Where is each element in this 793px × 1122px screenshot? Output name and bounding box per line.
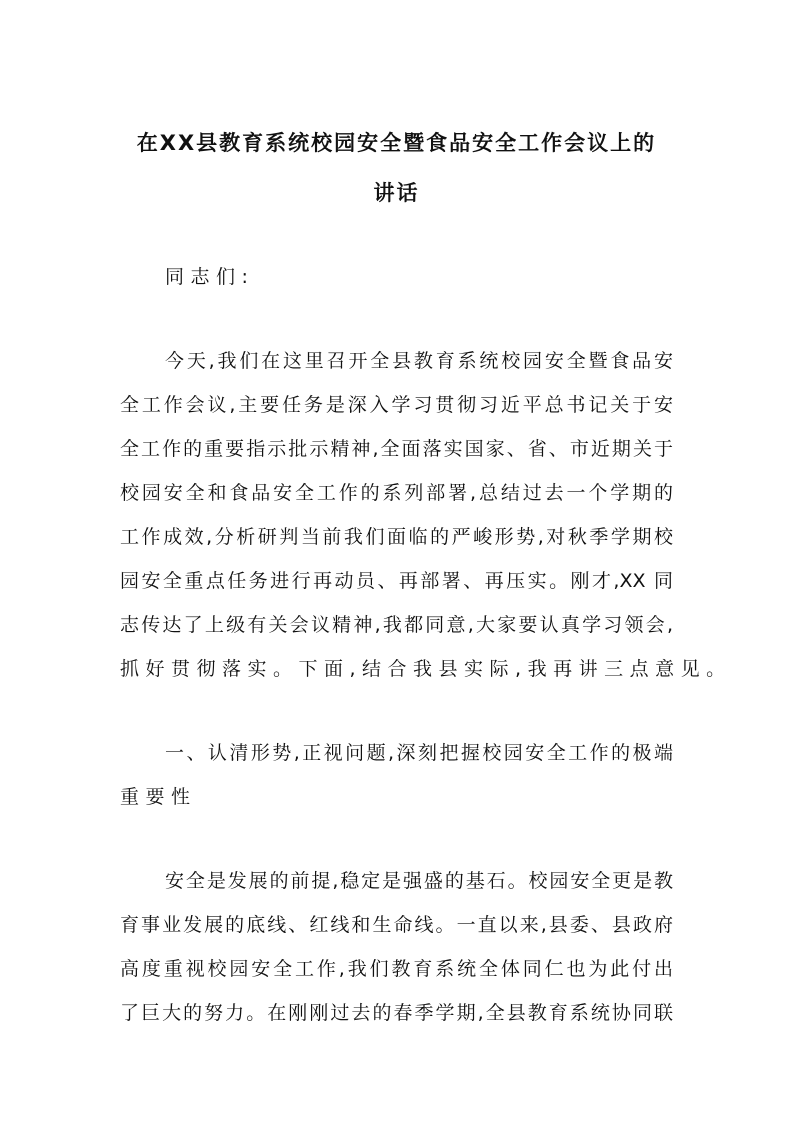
paragraph-line: 校园安全和食品安全工作的系列部署,总结过去一个学期的 [120, 482, 673, 504]
heading-line: 一、认清形势,正视问题,深刻把握校园安全工作的极端 [165, 742, 673, 764]
paragraph-line: 园安全重点任务进行再动员、再部署、再压实。刚才,XX 同 [120, 570, 673, 592]
paragraph-line: 工作成效,分析研判当前我们面临的严峻形势,对秋季学期校 [120, 526, 673, 548]
paragraph-line: 全工作的重要指示批示精神,全面落实国家、省、市近期关于 [120, 438, 673, 460]
paragraph-line: 安全是发展的前提,稳定是强盛的基石。校园安全更是教 [165, 870, 673, 892]
heading-line: 重要性 [120, 786, 197, 808]
paragraph-line: 育事业发展的底线、红线和生命线。一直以来,县委、县政府 [120, 914, 673, 936]
paragraph-line: 抓好贯彻落实。下面,结合我县实际,我再讲三点意见。 [120, 658, 732, 680]
salutation: 同志们: [165, 266, 255, 288]
paragraph-line: 高度重视校园安全工作,我们教育系统全体同仁也为此付出 [120, 958, 673, 980]
paragraph-line: 全工作会议,主要任务是深入学习贯彻习近平总书记关于安 [120, 394, 673, 416]
paragraph-line: 今天,我们在这里召开全县教育系统校园安全暨食品安 [165, 350, 673, 372]
document-title-line-2: 讲话 [373, 181, 420, 205]
paragraph-line: 志传达了上级有关会议精神,我都同意,大家要认真学习领会, [120, 614, 673, 636]
document-title-line-1: 在XX县教育系统校园安全暨食品安全工作会议上的 [136, 131, 657, 155]
paragraph-line: 了巨大的努力。在刚刚过去的春季学期,全县教育系统协同联 [120, 1002, 673, 1024]
